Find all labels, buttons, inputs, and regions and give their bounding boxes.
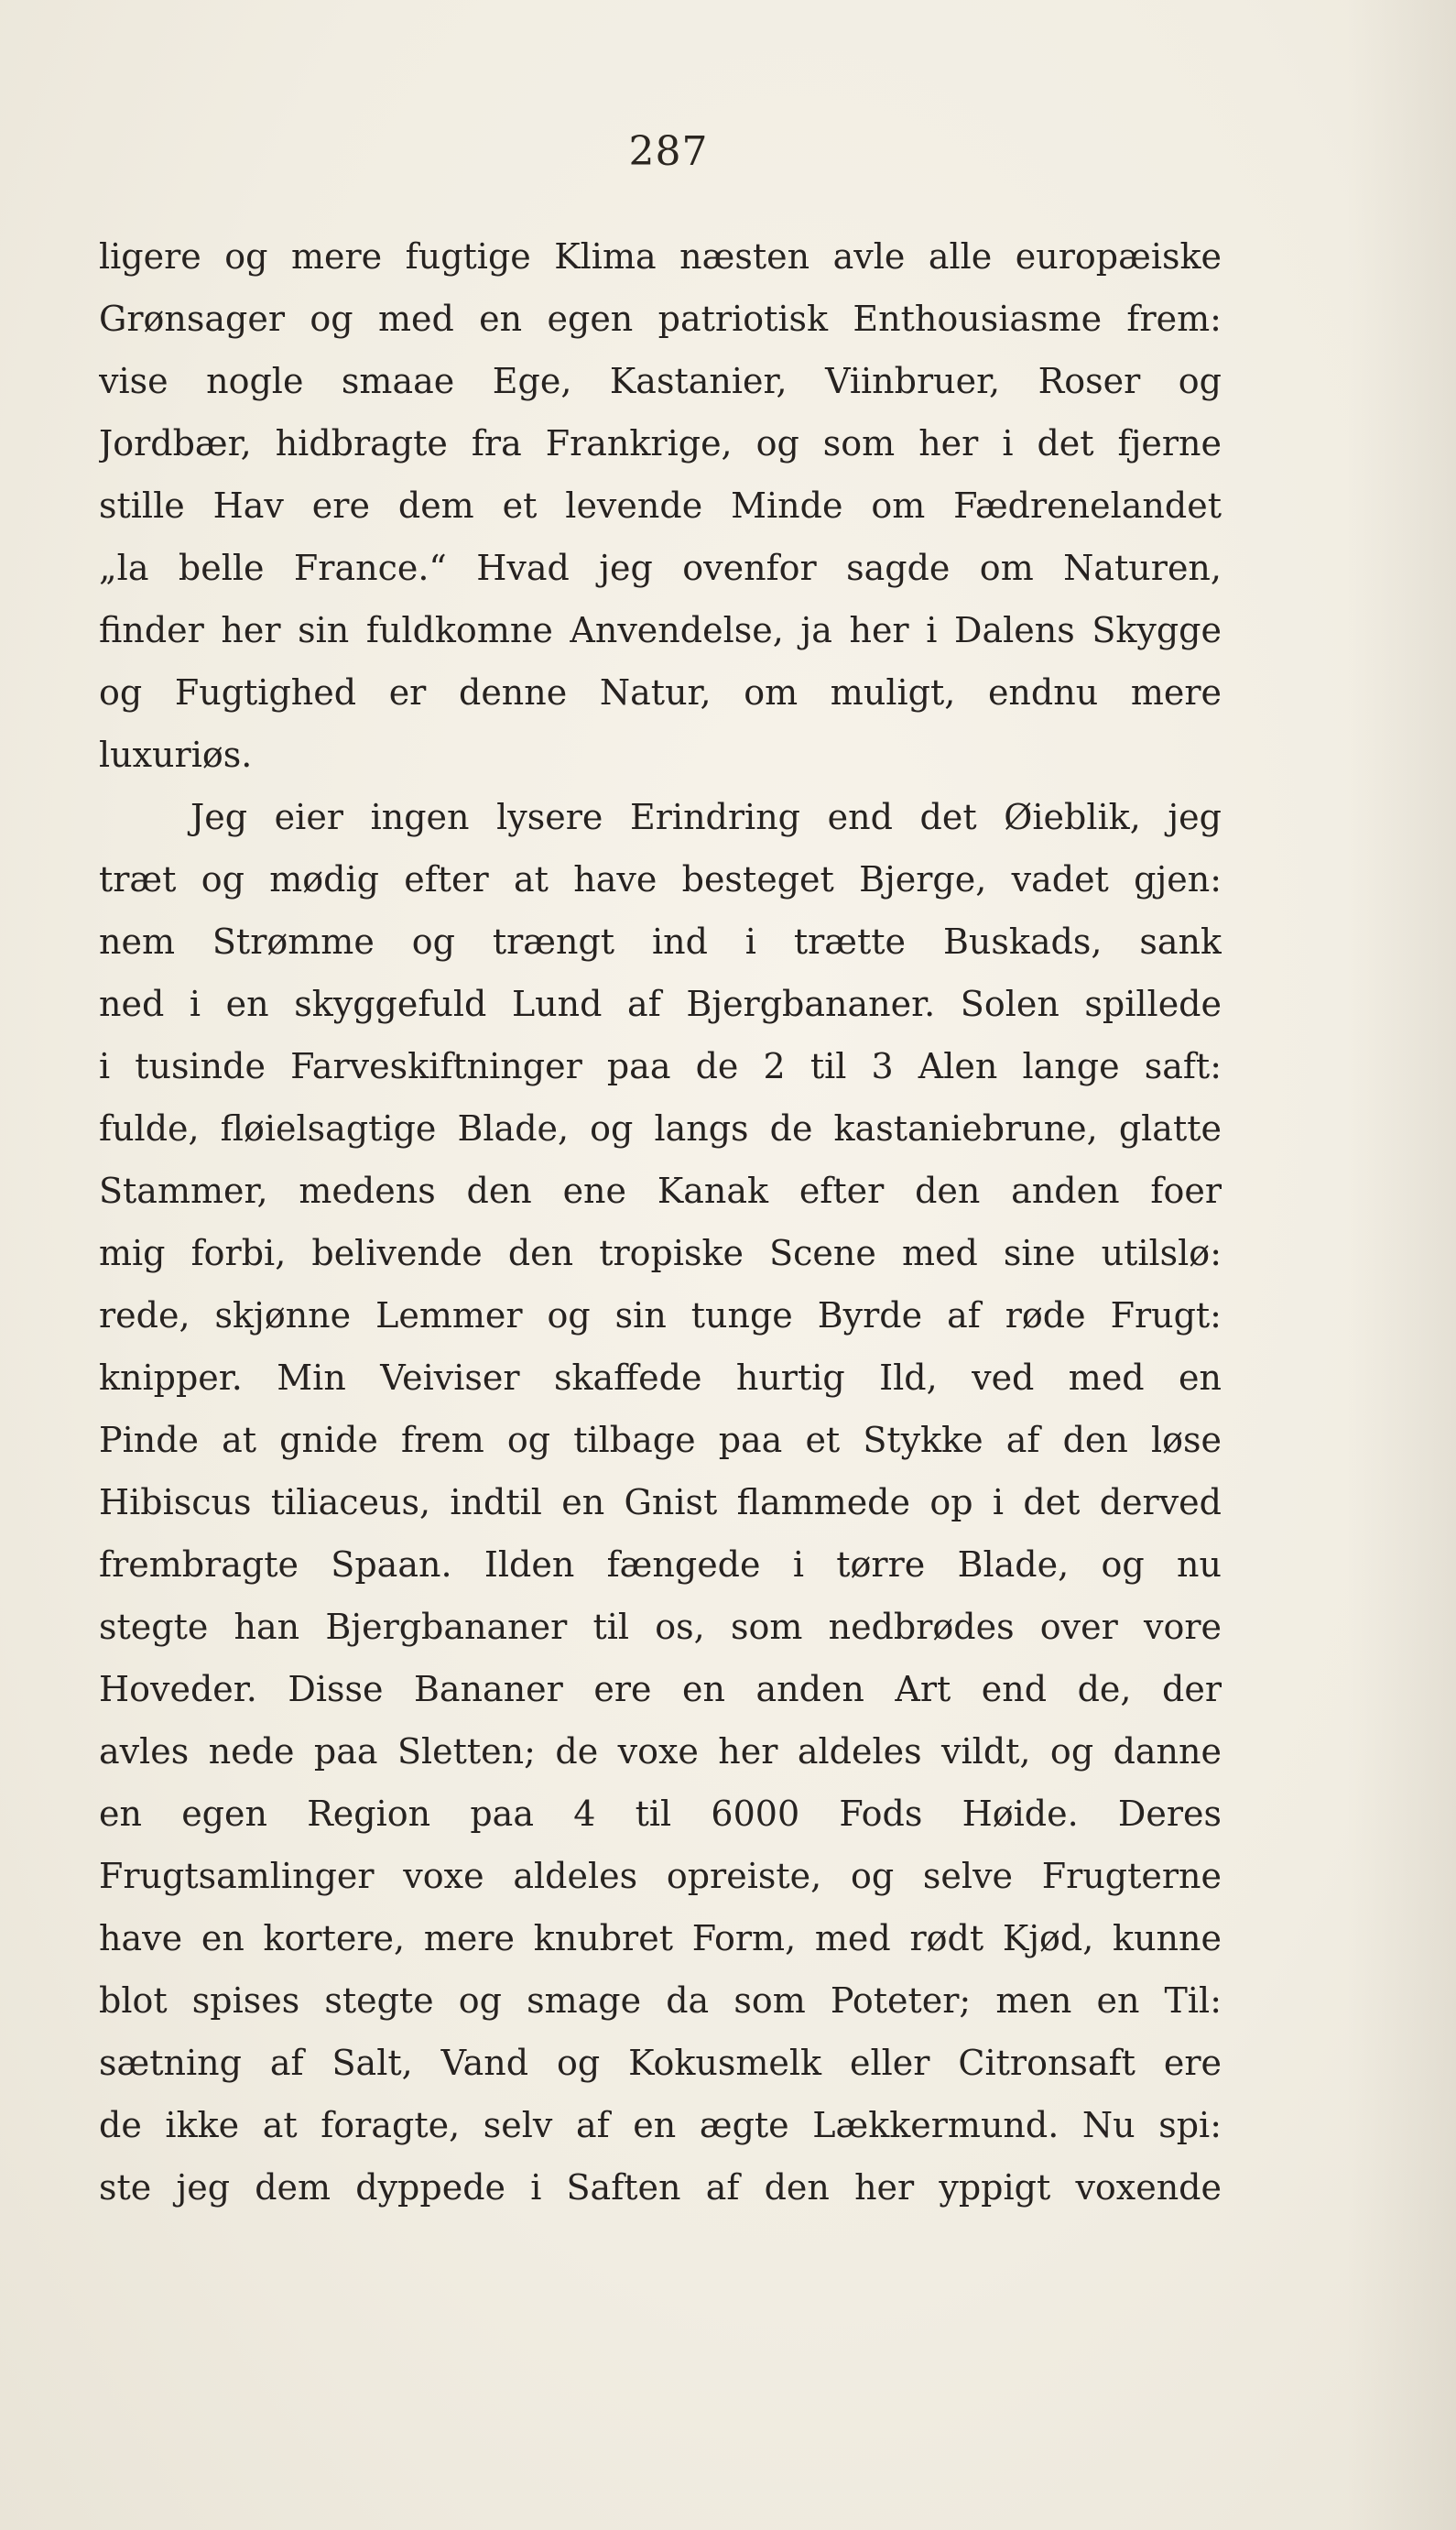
page-edge-shadow [1346,0,1456,2530]
text-line: sætning af Salt, Vand og Kokusmelk eller Citronsaft ere [99,2043,1222,2083]
text-line: i tusinde Farveskiftninger paa de 2 til 3 Alen lange saft: [99,1046,1222,1086]
text-line: „la belle France.“ Hvad jeg ovenfor sagde om Naturen, [99,548,1222,588]
text-line: rede, skjønne Lemmer og sin tunge Byrde af røde Frugt: [99,1295,1222,1336]
text-line: ned i en skyggefuld Lund af Bjergbananer. Solen spillede [99,984,1222,1024]
text-line: stille Hav ere dem et levende Minde om Fædrenelandet [99,485,1222,526]
text-line: ste jeg dem dyppede i Saften af den her yppigt voxende [99,2167,1222,2208]
text-line: have en kortere, mere knubret Form, med rødt Kjød, kunne [99,1918,1222,1958]
text-line: finder her sin fuldkomne Anvendelse, ja her i Dalens Skygge [99,610,1222,650]
paragraph-start-line: Jeg eier ingen lysere Erindring end det Øieblik, jeg [190,797,1222,837]
text-line: frembragte Spaan. Ilden fængede i tørre Blade, og nu [99,1544,1222,1585]
text-line: Grønsager og med en egen patriotisk Enthousiasme frem: [99,299,1222,339]
text-line: fulde, fløielsagtige Blade, og langs de kastaniebrune, glatte [99,1108,1222,1149]
text-line: Jordbær, hidbragte fra Frankrige, og som her i det fjerne [99,423,1222,463]
text-line: og Fugtighed er denne Natur, om muligt, endnu mere [99,672,1222,713]
text-line: Pinde at gnide frem og tilbage paa et Stykke af den løse [99,1420,1222,1460]
text-line: vise nogle smaae Ege, Kastanier, Viinbruer, Roser og [99,361,1222,401]
text-line: Hoveder. Disse Bananer ere en anden Art end de, der [99,1669,1222,1709]
text-line: stegte han Bjergbananer til os, som nedbrødes over vore [99,1607,1222,1647]
text-line: knipper. Min Veiviser skaffede hurtig Ild, ved med en [99,1358,1222,1398]
text-line: Frugtsamlinger voxe aldeles opreiste, og selve Frugterne [99,1856,1222,1896]
text-line: træt og mødig efter at have besteget Bjerge, vadet gjen: [99,859,1222,900]
text-line: avles nede paa Sletten; de voxe her aldeles vildt, og danne [99,1731,1222,1772]
page-number: 287 [628,128,709,175]
text-line: ligere og mere fugtige Klima næsten avle alle europæiske [99,236,1222,277]
text-line: Hibiscus tiliaceus, indtil en Gnist flammede op i det derved [99,1482,1222,1522]
text-line: de ikke at foragte, selv af en ægte Lækkermund. Nu spi: [99,2105,1222,2145]
paragraph-end-line: luxuriøs. [99,735,253,775]
body-text [99,225,1222,2219]
text-line: Stammer, medens den ene Kanak efter den anden foer [99,1171,1222,1211]
text-line: en egen Region paa 4 til 6000 Fods Høide. Deres [99,1794,1222,1834]
text-line: mig forbi, belivende den tropiske Scene med sine utilslø: [99,1233,1222,1273]
text-line: blot spises stegte og smage da som Poteter; men en Til: [99,1980,1222,2021]
text-line: nem Strømme og trængt ind i trætte Buskads, sank [99,921,1222,962]
